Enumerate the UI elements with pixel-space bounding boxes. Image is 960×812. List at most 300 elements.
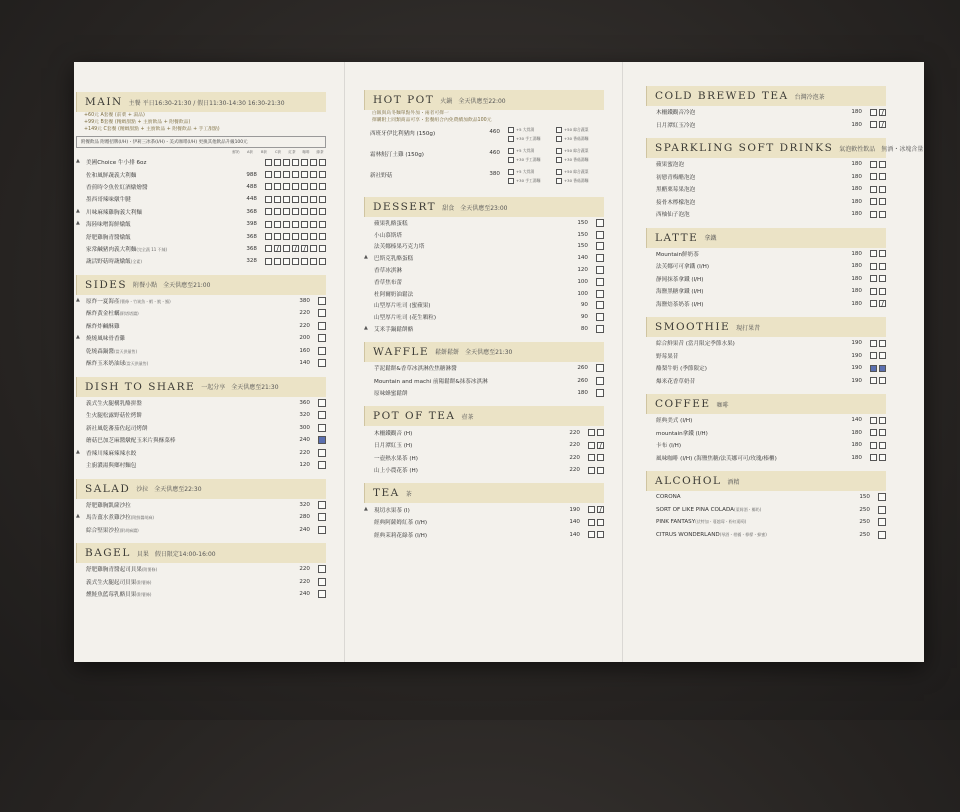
order-checkbox[interactable] bbox=[292, 233, 299, 240]
option-checkbox[interactable] bbox=[556, 148, 562, 154]
order-checkbox[interactable] bbox=[292, 159, 299, 166]
order-checkbox[interactable] bbox=[597, 454, 604, 461]
menu-item-row bbox=[646, 337, 886, 350]
menu-item-row bbox=[364, 300, 604, 312]
order-checkbox[interactable] bbox=[870, 300, 877, 307]
order-checkbox[interactable] bbox=[879, 161, 886, 168]
menu-item-label: 西柚仙子泡泡 bbox=[656, 212, 690, 219]
order-checkbox[interactable] bbox=[870, 250, 877, 257]
order-checkbox[interactable] bbox=[265, 245, 272, 252]
section-title: SPARKLING SOFT DRINKS bbox=[655, 142, 834, 154]
main-items bbox=[76, 156, 326, 268]
order-checkbox[interactable] bbox=[319, 258, 326, 265]
order-checkbox[interactable] bbox=[301, 258, 308, 265]
order-checkbox[interactable] bbox=[879, 173, 886, 180]
menu-item-price: 488 bbox=[246, 183, 257, 190]
menu-item-row bbox=[646, 208, 886, 221]
section-share bbox=[76, 377, 326, 472]
menu-item-name bbox=[646, 250, 834, 258]
order-checkbox[interactable] bbox=[301, 221, 308, 228]
section-subtitle: 火鍋 bbox=[440, 97, 453, 105]
order-checkbox[interactable] bbox=[318, 359, 326, 367]
menu-item-name bbox=[76, 322, 282, 330]
menu-item-row bbox=[364, 252, 604, 264]
order-checkbox[interactable] bbox=[870, 442, 877, 449]
hotpot-option[interactable] bbox=[556, 178, 604, 184]
hotpot-option[interactable] bbox=[556, 148, 604, 154]
order-checkbox[interactable] bbox=[870, 417, 877, 424]
order-checkbox[interactable] bbox=[870, 263, 877, 270]
section-tea bbox=[364, 483, 604, 541]
order-checkbox[interactable] bbox=[283, 258, 290, 265]
order-checkbox[interactable] bbox=[283, 171, 290, 178]
menu-item-price: 250 bbox=[859, 531, 870, 538]
menu-item-price: 220 bbox=[569, 467, 580, 474]
section-salad bbox=[76, 479, 326, 537]
order-checkbox[interactable] bbox=[301, 233, 308, 240]
order-checkbox[interactable] bbox=[588, 442, 595, 449]
menu-item-name bbox=[646, 121, 834, 129]
menu-item-row bbox=[76, 409, 326, 422]
order-checkbox[interactable] bbox=[879, 429, 886, 436]
order-checkbox[interactable] bbox=[265, 221, 272, 228]
order-checkbox[interactable] bbox=[274, 183, 281, 190]
option-checkbox[interactable] bbox=[508, 178, 514, 184]
menu-item-row bbox=[76, 168, 326, 180]
order-checkbox[interactable] bbox=[319, 208, 326, 215]
order-checkbox[interactable] bbox=[283, 208, 290, 215]
order-checkbox[interactable] bbox=[301, 196, 308, 203]
order-checkbox[interactable] bbox=[870, 377, 877, 384]
menu-item-label: 日月潭紅玉 (H) bbox=[374, 443, 413, 450]
menu-item-name bbox=[76, 565, 282, 573]
section-subtitle: 壺茶 bbox=[461, 413, 474, 421]
menu-item-price: 220 bbox=[299, 566, 310, 573]
order-checkbox[interactable] bbox=[870, 186, 877, 193]
order-checkbox[interactable] bbox=[301, 183, 308, 190]
order-checkbox[interactable] bbox=[878, 518, 886, 526]
section-subtitle: 酒精 bbox=[727, 478, 740, 486]
order-checkbox[interactable] bbox=[292, 196, 299, 203]
order-checkbox[interactable] bbox=[292, 171, 299, 178]
menu-item-label: 舒肥雞胸青醬起司貝果 bbox=[86, 567, 142, 574]
mountain-icon: ▲ bbox=[76, 296, 80, 303]
menu-item-row bbox=[364, 439, 604, 452]
menu-item-name bbox=[646, 160, 834, 168]
menu-item-name bbox=[364, 377, 560, 385]
hotpot-option[interactable] bbox=[508, 157, 556, 163]
order-checkbox[interactable] bbox=[274, 233, 281, 240]
order-checkbox[interactable] bbox=[596, 389, 604, 397]
order-checkbox[interactable] bbox=[596, 290, 604, 298]
menu-item-label: 香草冰淇淋 bbox=[374, 268, 402, 275]
hotpot-option[interactable] bbox=[508, 169, 556, 175]
menu-item-name bbox=[76, 578, 282, 586]
section-header bbox=[646, 471, 886, 491]
menu-item-price: 260 bbox=[577, 377, 588, 384]
order-checkbox[interactable] bbox=[588, 531, 595, 538]
order-checkbox[interactable] bbox=[588, 467, 595, 474]
section-title: COFFEE bbox=[655, 398, 711, 410]
order-checkbox[interactable] bbox=[310, 171, 317, 178]
menu-item-label: 義式生火腿起司貝果 bbox=[86, 579, 137, 586]
menu-item-price: 190 bbox=[851, 377, 862, 384]
menu-item-name bbox=[76, 501, 282, 509]
order-checkbox[interactable] bbox=[879, 417, 886, 424]
order-checkbox[interactable] bbox=[318, 297, 326, 305]
menu-item-price: 140 bbox=[577, 255, 588, 262]
hotpot-option[interactable] bbox=[508, 136, 556, 142]
order-checkbox[interactable] bbox=[318, 461, 326, 469]
dessert-items bbox=[364, 217, 604, 335]
order-checkbox[interactable] bbox=[879, 352, 886, 359]
order-checkbox[interactable] bbox=[301, 171, 308, 178]
order-checkbox[interactable] bbox=[274, 258, 281, 265]
order-checkbox[interactable] bbox=[292, 258, 299, 265]
order-checkbox[interactable] bbox=[292, 208, 299, 215]
set-note: +99元 B套餐 (精緻甜點 + 主廚飲品 + 附餐飲品) bbox=[84, 120, 191, 125]
order-checkbox[interactable] bbox=[265, 159, 272, 166]
order-checkbox[interactable] bbox=[318, 322, 326, 330]
menu-item-note: (附薯條) bbox=[136, 579, 152, 585]
order-checkbox[interactable] bbox=[878, 531, 886, 539]
order-checkbox[interactable] bbox=[870, 173, 877, 180]
order-checkbox[interactable] bbox=[265, 196, 272, 203]
menu-item-label: 靜岡抹茶拿鐵 (I/H) bbox=[656, 276, 704, 283]
order-checkbox[interactable] bbox=[283, 233, 290, 240]
order-checkbox[interactable] bbox=[879, 442, 886, 449]
order-checkbox[interactable] bbox=[870, 109, 877, 116]
order-checkbox[interactable] bbox=[588, 454, 595, 461]
order-checkbox[interactable] bbox=[283, 245, 290, 252]
hotpot-item-row bbox=[364, 127, 604, 148]
order-checkbox[interactable] bbox=[318, 309, 326, 317]
section-subtitle: 茶 bbox=[405, 490, 412, 498]
option-checkbox[interactable] bbox=[556, 178, 562, 184]
order-checkbox[interactable] bbox=[265, 233, 272, 240]
order-checkbox[interactable] bbox=[274, 221, 281, 228]
menu-item-label: mountain拿鐵 (I/H) bbox=[656, 430, 708, 437]
section-header bbox=[364, 406, 604, 426]
menu-item-name bbox=[646, 185, 834, 193]
option-checkbox[interactable] bbox=[508, 157, 514, 163]
menu-item-name bbox=[76, 257, 229, 265]
order-checkbox[interactable] bbox=[318, 501, 326, 509]
order-checkbox[interactable] bbox=[879, 198, 886, 205]
menu-item-label: CORONA bbox=[656, 494, 681, 501]
menu-item-label: 原炸一夏海產 bbox=[86, 298, 120, 305]
order-checkbox[interactable] bbox=[310, 258, 317, 265]
option-checkbox[interactable] bbox=[556, 136, 562, 142]
order-checkbox[interactable] bbox=[318, 411, 326, 419]
sides-items bbox=[76, 295, 326, 370]
order-checkbox[interactable] bbox=[879, 275, 886, 282]
order-checkbox[interactable] bbox=[879, 186, 886, 193]
menu-item-price: 180 bbox=[851, 198, 862, 205]
section-header bbox=[364, 342, 604, 362]
menu-item-name bbox=[646, 287, 834, 295]
order-checkbox[interactable] bbox=[879, 250, 886, 257]
order-checkbox[interactable] bbox=[878, 493, 886, 501]
order-checkbox[interactable] bbox=[596, 377, 604, 385]
hotpot-option[interactable] bbox=[556, 136, 604, 142]
order-checkbox[interactable] bbox=[588, 506, 595, 513]
order-checkbox[interactable] bbox=[596, 266, 604, 274]
section-tag: 全天供應至21:00 bbox=[163, 282, 211, 290]
order-checkbox[interactable] bbox=[310, 196, 317, 203]
section-sides bbox=[76, 275, 326, 370]
menu-item-row bbox=[76, 332, 326, 345]
hotpot-option[interactable] bbox=[556, 127, 604, 133]
hotpot-option[interactable] bbox=[556, 157, 604, 163]
menu-item-name bbox=[76, 526, 282, 534]
menu-item-label: 芋泥鬆餅&香草冰淇淋佐焦糖淋醬 bbox=[374, 366, 457, 373]
menu-item-name bbox=[646, 507, 842, 513]
section-dessert bbox=[364, 197, 604, 335]
order-checkbox[interactable] bbox=[283, 196, 290, 203]
order-checkbox[interactable] bbox=[310, 183, 317, 190]
menu-item-price: 140 bbox=[299, 360, 310, 367]
order-checkbox[interactable] bbox=[870, 288, 877, 295]
order-checkbox[interactable] bbox=[596, 313, 604, 321]
order-checkbox[interactable] bbox=[596, 278, 604, 286]
order-checkbox[interactable] bbox=[879, 365, 886, 372]
menu-item-label: 霜林鮭汀土雞 (150g) bbox=[370, 152, 424, 158]
menu-item-label: 艾米手鍋鬆餅酪 bbox=[374, 327, 414, 334]
order-checkbox[interactable] bbox=[319, 159, 326, 166]
menu-item-label: 綜合鮮果昔 (當月限定季節水果) bbox=[656, 341, 735, 348]
menu-item-name bbox=[364, 325, 560, 333]
section-main bbox=[76, 92, 326, 268]
menu-item-row bbox=[364, 426, 604, 439]
order-checkbox[interactable] bbox=[879, 263, 886, 270]
order-checkbox[interactable] bbox=[274, 159, 281, 166]
menu-item-name bbox=[646, 173, 834, 181]
order-checkbox[interactable] bbox=[597, 467, 604, 474]
section-tag: 全天供應至21:30 bbox=[465, 349, 513, 357]
menu-item-label: 義式生火腿構乳酪拼盤 bbox=[86, 400, 142, 407]
menu-item-price: 120 bbox=[299, 462, 310, 469]
option-checkbox[interactable] bbox=[508, 148, 514, 154]
order-checkbox[interactable] bbox=[596, 364, 604, 372]
section-header bbox=[646, 138, 924, 158]
section-header bbox=[76, 543, 326, 563]
order-checkbox[interactable] bbox=[870, 198, 877, 205]
order-checkbox[interactable] bbox=[319, 221, 326, 228]
section-title: DESSERT bbox=[373, 201, 437, 213]
order-checkbox[interactable] bbox=[596, 219, 604, 227]
menu-item-price: 180 bbox=[851, 161, 862, 168]
order-checkbox[interactable] bbox=[588, 519, 595, 526]
menu-item-name bbox=[364, 389, 560, 397]
menu-item-label: 經典美式 (I/H) bbox=[656, 418, 693, 425]
menu-item-name bbox=[646, 532, 842, 538]
order-checkbox[interactable] bbox=[318, 334, 326, 342]
order-checkbox[interactable] bbox=[870, 352, 877, 359]
section-title: DISH TO SHARE bbox=[85, 380, 196, 393]
menu-item-label: 酥炸炸鹹酥雞 bbox=[86, 323, 120, 330]
order-checkbox[interactable] bbox=[879, 377, 886, 384]
menu-item-note: (伏特加・蔓越莓・粉紅葡萄) bbox=[695, 519, 747, 525]
menu-item-name bbox=[76, 424, 282, 432]
order-checkbox[interactable] bbox=[597, 442, 604, 449]
order-checkbox[interactable] bbox=[310, 221, 317, 228]
order-checkbox[interactable] bbox=[318, 424, 326, 432]
menu-item-name bbox=[76, 347, 282, 355]
section-subtitle: 沙拉 bbox=[136, 486, 149, 494]
order-checkbox[interactable] bbox=[310, 233, 317, 240]
option-label: +5 大骨湯 bbox=[516, 169, 535, 174]
order-checkbox[interactable] bbox=[870, 429, 877, 436]
option-checkbox[interactable] bbox=[508, 169, 514, 175]
option-checkbox[interactable] bbox=[556, 127, 562, 133]
order-checkbox[interactable] bbox=[292, 183, 299, 190]
mountain-icon: ▲ bbox=[76, 207, 80, 214]
order-checkbox[interactable] bbox=[319, 196, 326, 203]
order-checkbox[interactable] bbox=[318, 347, 326, 355]
order-checkbox[interactable] bbox=[870, 121, 877, 128]
option-checkbox[interactable] bbox=[508, 127, 514, 133]
order-checkbox[interactable] bbox=[597, 531, 604, 538]
menu-item-price: 140 bbox=[851, 417, 862, 424]
order-checkbox[interactable] bbox=[597, 506, 604, 513]
order-checkbox[interactable] bbox=[274, 245, 281, 252]
option-label: +50 綜合蔬菜 bbox=[564, 127, 589, 132]
menu-item-row bbox=[76, 422, 326, 435]
order-checkbox[interactable] bbox=[301, 245, 308, 252]
section-title: ALCOHOL bbox=[655, 475, 722, 487]
order-checkbox[interactable] bbox=[870, 211, 877, 218]
order-checkbox[interactable] bbox=[301, 208, 308, 215]
hotpot-option[interactable] bbox=[508, 148, 556, 154]
hotpot-option[interactable] bbox=[508, 178, 556, 184]
order-checkbox[interactable] bbox=[879, 109, 886, 116]
order-checkbox[interactable] bbox=[274, 208, 281, 215]
order-checkbox[interactable] bbox=[310, 208, 317, 215]
order-checkbox[interactable] bbox=[318, 565, 326, 573]
order-checkbox[interactable] bbox=[310, 159, 317, 166]
menu-item-name bbox=[364, 254, 560, 262]
order-checkbox[interactable] bbox=[870, 454, 877, 461]
order-checkbox[interactable] bbox=[283, 183, 290, 190]
order-checkbox[interactable] bbox=[870, 161, 877, 168]
menu-item-label: 川味麻辣雞胸義大利麵 bbox=[86, 209, 142, 216]
order-checkbox[interactable] bbox=[870, 340, 877, 347]
order-checkbox[interactable] bbox=[283, 159, 290, 166]
potoftea-items bbox=[364, 426, 604, 476]
order-checkbox[interactable] bbox=[879, 300, 886, 307]
section-potoftea bbox=[364, 406, 604, 476]
order-checkbox[interactable] bbox=[596, 325, 604, 333]
order-checkbox[interactable] bbox=[319, 183, 326, 190]
menu-item-name bbox=[364, 429, 552, 437]
menu-item-row bbox=[364, 217, 604, 229]
order-checkbox[interactable] bbox=[596, 231, 604, 239]
menu-item-row bbox=[646, 375, 886, 388]
order-checkbox[interactable] bbox=[588, 429, 595, 436]
order-checkbox[interactable] bbox=[879, 340, 886, 347]
order-checkbox[interactable] bbox=[301, 159, 308, 166]
menu-item-row bbox=[364, 276, 604, 288]
option-label: +5 大骨湯 bbox=[516, 127, 535, 132]
menu-item-price: 380 bbox=[489, 171, 500, 177]
order-checkbox[interactable] bbox=[319, 171, 326, 178]
menu-item-price: 988 bbox=[246, 171, 257, 178]
menu-item-row bbox=[646, 196, 886, 209]
order-checkbox[interactable] bbox=[318, 526, 326, 534]
menu-item-name bbox=[364, 441, 552, 449]
menu-item-label: 佐和風鮮蔬義大利麵 bbox=[86, 172, 137, 179]
order-checkbox[interactable] bbox=[274, 171, 281, 178]
mountain-icon: ▲ bbox=[76, 220, 80, 227]
order-checkbox[interactable] bbox=[292, 245, 299, 252]
menu-item-row bbox=[76, 181, 326, 193]
order-checkbox[interactable] bbox=[274, 196, 281, 203]
order-checkbox[interactable] bbox=[265, 208, 272, 215]
menu-item-label: 主廚濃湯與鄉村麵包 bbox=[86, 463, 137, 470]
order-checkbox[interactable] bbox=[878, 506, 886, 514]
option-checkbox[interactable] bbox=[556, 157, 562, 163]
order-checkbox[interactable] bbox=[318, 578, 326, 586]
order-checkbox[interactable] bbox=[265, 183, 272, 190]
order-checkbox[interactable] bbox=[879, 288, 886, 295]
order-checkbox[interactable] bbox=[879, 121, 886, 128]
menu-item-row bbox=[76, 459, 326, 472]
order-checkbox[interactable] bbox=[597, 519, 604, 526]
hotpot-option[interactable] bbox=[508, 127, 556, 133]
order-checkbox[interactable] bbox=[879, 454, 886, 461]
menu-item-row bbox=[76, 307, 326, 320]
order-checkbox[interactable] bbox=[597, 429, 604, 436]
option-checkbox[interactable] bbox=[508, 136, 514, 142]
hotpot-item-row bbox=[364, 148, 604, 169]
order-checkbox[interactable] bbox=[265, 258, 272, 265]
section-title: TEA bbox=[373, 487, 400, 500]
menu-item-price: 448 bbox=[246, 196, 257, 203]
order-checkbox[interactable] bbox=[318, 399, 326, 407]
order-checkbox[interactable] bbox=[870, 275, 877, 282]
order-checkbox[interactable] bbox=[596, 242, 604, 250]
menu-item-label: 風味咖啡 (I/H) (海鹽焦糖/法芙娜可可/玫瑰/榛櫃) bbox=[656, 455, 777, 462]
order-checkbox[interactable] bbox=[319, 245, 326, 252]
order-checkbox[interactable] bbox=[870, 365, 877, 372]
order-checkbox[interactable] bbox=[596, 301, 604, 309]
order-checkbox[interactable] bbox=[318, 449, 326, 457]
order-checkbox[interactable] bbox=[265, 171, 272, 178]
menu-item-label: CITRUS WONDERLAND bbox=[656, 531, 720, 538]
order-checkbox[interactable] bbox=[292, 221, 299, 228]
section-header bbox=[364, 483, 604, 503]
order-checkbox[interactable] bbox=[318, 590, 326, 598]
fold-line bbox=[622, 62, 623, 662]
order-checkbox[interactable] bbox=[319, 233, 326, 240]
menu-item-name bbox=[364, 301, 560, 309]
menu-item-label: 新社野菇 bbox=[370, 173, 393, 179]
menu-item-row bbox=[364, 229, 604, 241]
menu-item-label: 初戀青梅醋泡泡 bbox=[656, 174, 696, 181]
order-checkbox[interactable] bbox=[318, 513, 326, 521]
menu-item-row bbox=[76, 206, 326, 218]
menu-item-price: 180 bbox=[851, 186, 862, 193]
order-checkbox[interactable] bbox=[318, 436, 326, 444]
order-checkbox[interactable] bbox=[310, 245, 317, 252]
hotpot-option[interactable] bbox=[556, 169, 604, 175]
menu-item-label: 爆米花香草奶昔 bbox=[656, 378, 696, 385]
order-checkbox[interactable] bbox=[879, 211, 886, 218]
option-checkbox[interactable] bbox=[556, 169, 562, 175]
order-checkbox[interactable] bbox=[283, 221, 290, 228]
order-checkbox[interactable] bbox=[596, 254, 604, 262]
